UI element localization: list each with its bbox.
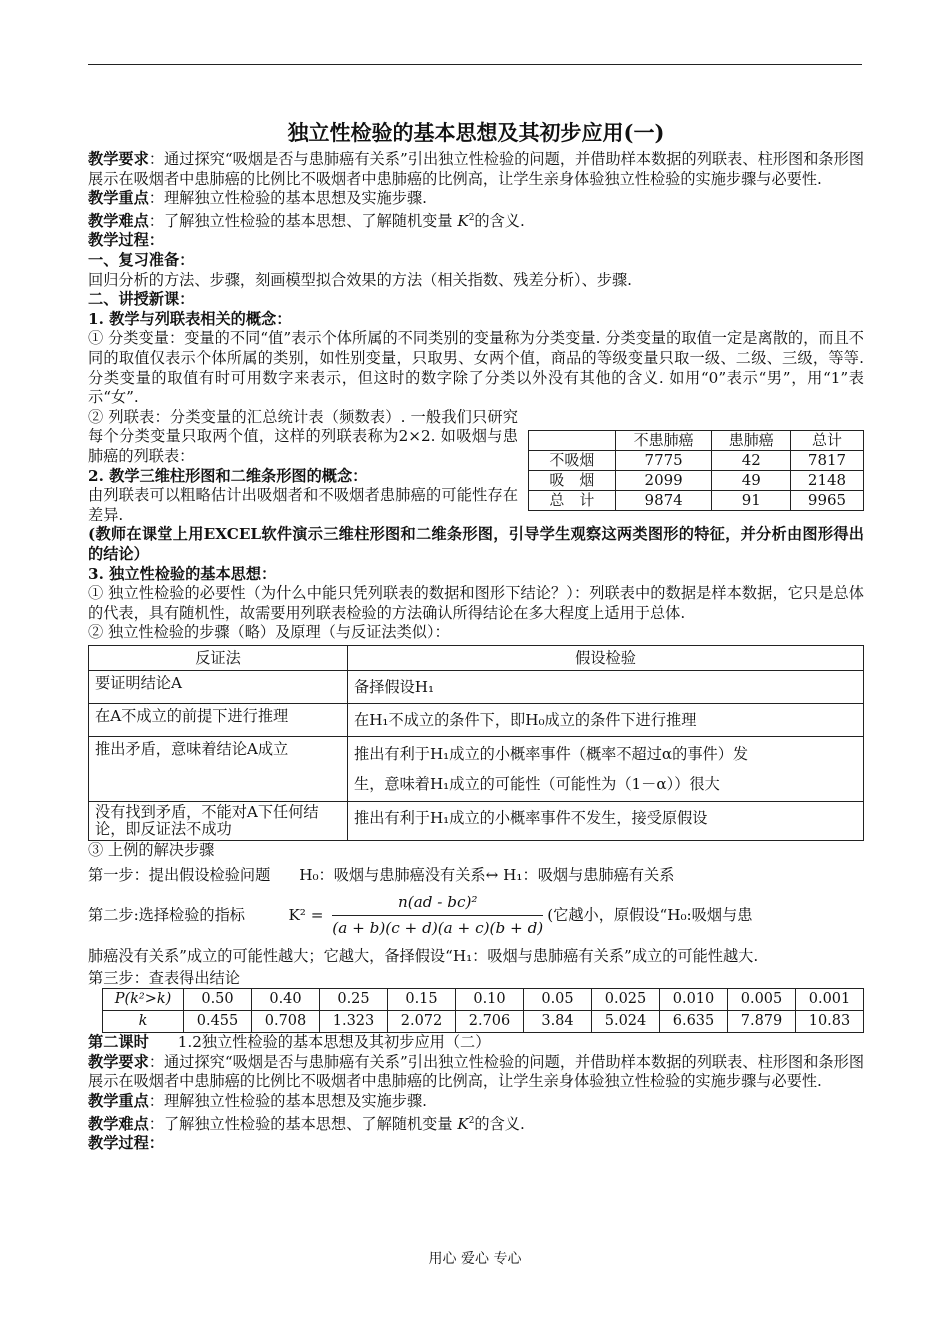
chi-square-formula: $\frac{\text{n(ad - bc)²}}{(a + b)(c + d)(a + c)(b + d)}$ (332, 892, 544, 938)
critical-value-cell: 0.15 (388, 989, 456, 1011)
contingency-cell: 2148 (791, 471, 864, 491)
subsection-2-title: 2. 教学三维柱形图和二维条形图的概念： (88, 466, 368, 485)
lesson-2-requirements: 教学要求：通过探究“吸烟是否与患肺癌有关系”引出独立性检验的问题，并借助样本数据的列联表、柱形图和条形图展示在吸烟者中患肺癌的比例比不吸烟者中患肺癌的比例高，让学生亲身体验独立性检验的实施步骤与必要性. (88, 1052, 865, 1091)
teaching-key-points: 教学重点：理解独立性检验的基本思想及实施步骤. (88, 189, 427, 208)
critical-value-table (102, 988, 864, 1033)
lesson-2-key-points: 教学重点：理解独立性检验的基本思想及实施步骤. (88, 1092, 427, 1111)
step-1: 第一步：提出假设检验问题 H₀：吸烟与患肺癌没有关系↔ H₁：吸烟与患肺癌有关系 (88, 865, 675, 884)
contingency-cell: 91 (712, 491, 791, 511)
principle-paragraph: ② 独立性检验的步骤（略）及原理（与反证法类似）： (88, 623, 450, 642)
compare-cell: 没有找到矛盾，不能对A下任何结论，即反证法不成功 (89, 801, 348, 840)
categorical-variable-paragraph: ① 分类变量：变量的不同“值”表示个体所属的不同类别的变量称为分类变量. 分类变量的取值一定是离散的，而且不同的取值仅表示个体所属的类别，如性别变量，只取男、女两个值，商品的等级变量只取一级、二级、三级，等等. 分类变量的取值有时可用数字来表示，但这时的数字除了分类以外没有其他的含义. 如用“0”表示“男”，用“1”表示“女”. (88, 329, 864, 407)
step-2-continued: 肺癌没有关系”成立的可能性越大；它越大，备择假设“H₁：吸烟与患肺癌有关系”成立的可能性越大. (88, 946, 759, 965)
critical-value-cell: 5.024 (592, 1011, 660, 1033)
critical-value-row-head: k (103, 1011, 184, 1033)
contingency-cell: 不患肺癌 (615, 431, 712, 451)
compare-cell: 推出矛盾，意味着结论A成立 (89, 736, 348, 801)
contingency-cell (529, 431, 616, 451)
teaching-difficulties: 教学难点：了解独立性检验的基本思想、了解随机变量 $K^2$的含义. (88, 211, 525, 230)
contingency-cell: 2099 (615, 471, 712, 491)
subsection-3-title: 3. 独立性检验的基本思想： (88, 564, 277, 583)
teaching-requirements: 教学要求：通过探究“吸烟是否与患肺癌有关系”引出独立性检验的问题，并借助样本数据的列联表、柱形图和条形图展示在吸烟者中患肺癌的比例比不吸烟者中患肺癌的比例高，让学生亲身体验独立性检验的实施步骤与必要性. (88, 150, 865, 188)
critical-value-cell: 0.025 (592, 989, 660, 1011)
section-review-title: 一、复习准备： (88, 251, 195, 270)
critical-value-cell: 0.001 (796, 989, 864, 1011)
critical-value-row-head: P(k²>k) (103, 989, 184, 1011)
contingency-cell: 吸 烟 (529, 471, 616, 491)
lesson-2-heading: 第二课时 1.2独立性检验的基本思想及其初步应用（二） (88, 1033, 491, 1052)
compare-cell: 备择假设H₁ (348, 670, 864, 703)
contingency-cell: 7817 (791, 451, 864, 471)
necessity-paragraph: ① 独立性检验的必要性（为什么中能只凭列联表的数据和图形下结论？）：列联表中的数据是样本数据，它只是总体的代表，具有随机性，故需要用列联表检验的方法确认所得结论在多大程度上适用于总体. (88, 584, 864, 622)
step-2: 第二步:选择检验的指标 K² = $\frac{\text{n(ad - bc)²}}{(a + b)(c + d)(a + c)(b + d)}$ (它越小，原假设“H₀:吸烟与患 (88, 892, 753, 938)
contingency-cell: 患肺癌 (712, 431, 791, 451)
critical-value-cell: 2.072 (388, 1011, 456, 1033)
compare-head-left: 反证法 (89, 645, 348, 670)
critical-value-cell: 6.635 (660, 1011, 728, 1033)
contingency-cell: 9965 (791, 491, 864, 511)
page-footer: 用心 爱心 专心 (428, 1251, 522, 1267)
page-title: 独立性检验的基本思想及其初步应用(一) (287, 120, 665, 145)
teaching-process: 教学过程： (88, 231, 164, 250)
header-rule (88, 64, 862, 65)
contingency-header-row (529, 431, 864, 451)
contingency-table (528, 430, 864, 511)
critical-value-cell: 0.50 (184, 989, 252, 1011)
contingency-cell: 总 计 (529, 491, 616, 511)
critical-value-cell: 0.010 (660, 989, 728, 1011)
critical-value-cell: 0.25 (320, 989, 388, 1011)
subsection-1-title: 1. 教学与列联表相关的概念： (88, 309, 292, 328)
compare-cell: 推出有利于H₁成立的小概率事件不发生，接受原假设 (348, 801, 864, 840)
critical-value-cell: 0.40 (252, 989, 320, 1011)
lesson-2-difficulties: 教学难点：了解独立性检验的基本思想、了解随机变量 $K^2$的含义. (88, 1114, 525, 1133)
contingency-cell: 42 (712, 451, 791, 471)
compare-cell: 在H₁不成立的条件下，即H₀成立的条件下进行推理 (348, 703, 864, 736)
critical-value-cell: 0.05 (524, 989, 592, 1011)
contingency-row (529, 491, 864, 511)
critical-value-cell: 10.83 (796, 1011, 864, 1033)
excel-note: (教师在课堂上用EXCEL软件演示三维柱形图和二维条形图，引导学生观察这两类图形的特征，并分析由图形得出的结论） (88, 525, 864, 563)
steps-heading: ③ 上例的解决步骤 (88, 840, 215, 859)
critical-value-cell: 0.455 (184, 1011, 252, 1033)
subsection-2-text: 由列联表可以粗略估计出吸烟者和不吸烟者患肺癌的可能性存在差异. (88, 486, 518, 524)
contingency-row (529, 471, 864, 491)
contingency-row (529, 451, 864, 471)
critical-value-row (103, 989, 864, 1011)
critical-value-cell: 0.10 (456, 989, 524, 1011)
contingency-cell: 总计 (791, 431, 864, 451)
contingency-cell: 不吸烟 (529, 451, 616, 471)
contingency-cell: 7775 (615, 451, 712, 471)
compare-head-right: 假设检验 (348, 645, 864, 670)
compare-cell: 要证明结论A (89, 670, 348, 703)
critical-value-cell: 1.323 (320, 1011, 388, 1033)
document-body (88, 118, 864, 1154)
contingency-paragraph: ② 列联表：分类变量的汇总统计表（频数表）. 一般我们只研究每个分类变量只取两个值，这样的列联表称为2×2. 如吸烟与患肺癌的列联表： (88, 407, 518, 465)
critical-value-row (103, 1011, 864, 1033)
critical-value-cell: 3.84 (524, 1011, 592, 1033)
critical-value-cell: 7.879 (728, 1011, 796, 1033)
contingency-cell: 49 (712, 471, 791, 491)
critical-value-cell: 0.708 (252, 1011, 320, 1033)
critical-value-cell: 0.005 (728, 989, 796, 1011)
comparison-table (88, 645, 864, 841)
step-3: 第三步：查表得出结论 (88, 968, 240, 987)
section-new-title: 二、讲授新课： (88, 290, 195, 309)
compare-cell: 在A不成立的前提下进行推理 (89, 703, 348, 736)
section-review-text: 回归分析的方法、步骤，刻画模型拟合效果的方法（相关指数、残差分析）、步骤. (88, 270, 632, 289)
critical-value-cell: 2.706 (456, 1011, 524, 1033)
lesson-2-process: 教学过程： (88, 1134, 164, 1153)
compare-cell: 推出有利于H₁成立的小概率事件（概率不超过α的事件）发 生，意味着H₁成立的可能性（可能性为（1－α））很大 (348, 736, 864, 801)
contingency-cell: 9874 (615, 491, 712, 511)
